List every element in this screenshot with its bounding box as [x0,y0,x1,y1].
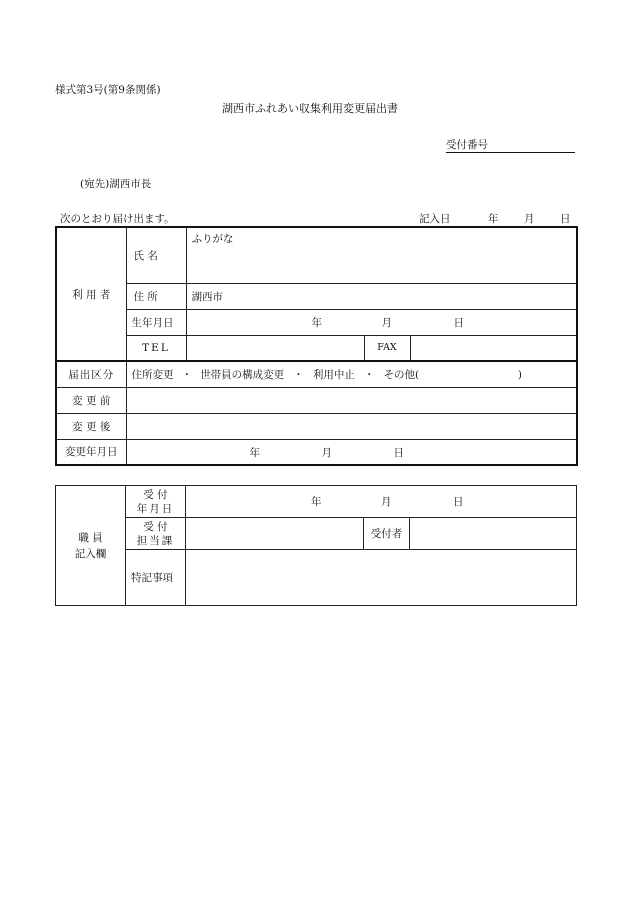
tel-label: TEL [126,335,186,361]
change-date-field[interactable] [126,439,577,465]
applicant-section-label: 利 用 者 [56,227,126,361]
dept-label: 受 付 担当課 [126,518,186,550]
entry-date-year: 年 [488,213,499,225]
close-paren: ) [517,368,522,381]
fax-field[interactable] [410,335,577,361]
separator: ・ [363,368,375,381]
change-date-day-unit: 日 [393,446,404,459]
reception-number-field[interactable] [446,137,575,153]
staff-table [55,485,577,606]
birthdate-label: 生年月日 [126,309,186,335]
separator: ・ [181,368,193,381]
change-category-options [126,361,577,387]
notes-label: 特記事項 [126,550,186,606]
addressee: (宛先)湖西市長 [80,178,152,190]
separator: ・ [293,368,304,381]
received-month-unit: 月 [381,496,392,508]
change-category-label: 届出区分 [56,361,126,387]
change-date-label: 変更年月日 [56,439,126,465]
staff-section-label-line1: 職 員 [78,531,103,544]
birthdate-year-unit: 年 [311,317,322,329]
before-field[interactable] [126,387,577,413]
option-address-change[interactable]: 住所変更 [131,368,174,381]
address-label: 住 所 [126,283,186,309]
fax-label: FAX [364,335,410,361]
staff-section-label-line2: 記入欄 [74,547,107,560]
before-label: 変 更 前 [56,387,126,413]
name-label: 氏 名 [126,227,186,283]
tel-field[interactable] [186,335,364,361]
received-date-label: 受 付 年月日 [126,486,186,518]
change-date-year-unit: 年 [249,446,260,459]
birthdate-day-unit: 日 [453,317,464,329]
staff-section-label [56,486,126,606]
birthdate-field[interactable] [186,309,577,335]
name-field[interactable] [186,227,577,283]
receiver-label: 受付者 [364,518,410,550]
after-label: 変 更 後 [56,413,126,439]
furigana-label: ふりがな [191,233,234,245]
option-other[interactable]: その他( [383,368,420,381]
dept-field[interactable] [186,518,364,550]
entry-date-day: 日 [560,213,571,225]
birthdate-month-unit: 月 [381,317,392,329]
change-date-month-unit: 月 [321,446,332,459]
after-field[interactable] [126,413,577,439]
address-field[interactable] [186,283,577,309]
option-household-change[interactable]: 世帯員の構成変更 [200,368,285,381]
entry-date-month: 月 [524,213,535,225]
form-number: 様式第3号(第9条関係) [55,84,161,96]
form-title: 湖西市ふれあい収集利用変更届出書 [222,102,398,115]
received-day-unit: 日 [453,496,464,508]
application-table [55,226,578,466]
receiver-field[interactable] [410,518,577,550]
notes-field[interactable] [186,550,577,606]
address-prefill: 湖西市 [191,290,223,303]
option-stop-use[interactable]: 利用中止 [312,368,355,381]
received-year-unit: 年 [311,496,322,508]
entry-date-label: 記入日 [419,213,451,225]
reception-number-label: 受付番号 [446,139,488,151]
received-date-field[interactable] [186,486,577,518]
statement: 次のとおり届け出ます。 [60,213,175,225]
